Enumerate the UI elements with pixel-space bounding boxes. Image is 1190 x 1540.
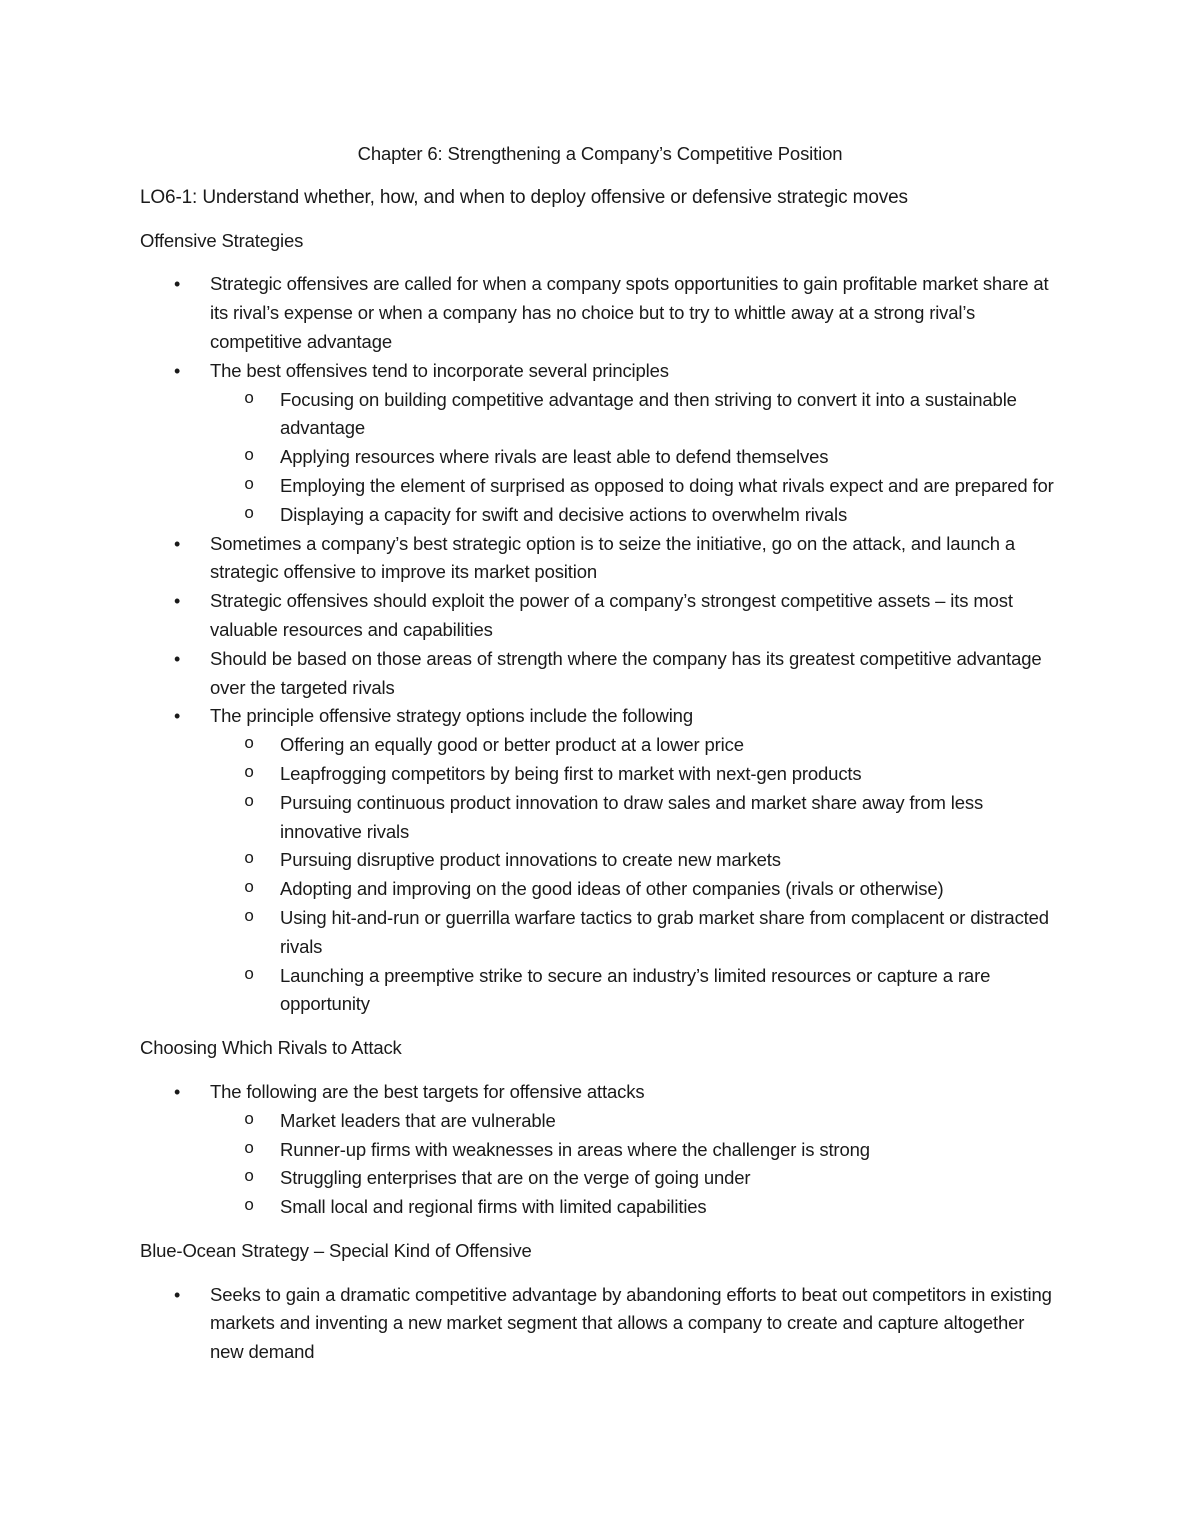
hollow-bullet-icon: o [244, 850, 255, 870]
hollow-bullet-icon: o [244, 1139, 255, 1159]
sub-bullet-item [210, 472, 1060, 501]
bullet-text: The following are the best targets for offensive attacks [210, 1080, 645, 1102]
bullet-text: Strategic offensives are called for when a company spots opportunities to gain profitable market share at its rival’s expense or when a company has no choice but to try to whittle away at a strong rival’s competitive advantage [210, 273, 1049, 352]
bullet-icon: • [174, 1081, 181, 1102]
document-page [140, 140, 1060, 1382]
hollow-bullet-icon: o [244, 389, 255, 409]
bullet-text: Seeks to gain a dramatic competitive advantage by abandoning efforts to beat out competitors in existing markets and inventing a new market segment that allows a company to create and capture altogether new demand [210, 1283, 1052, 1363]
sub-bullet-text: Leapfrogging competitors by being first to market with next-gen products [280, 762, 862, 784]
bullet-item [140, 1281, 1060, 1367]
document-title: Chapter 6: Strengthening a Company’s Competitive Position [357, 143, 843, 164]
bullet-icon: • [174, 648, 181, 669]
bullet-item [140, 1078, 1060, 1222]
hollow-bullet-icon: o [244, 1197, 255, 1217]
hollow-bullet-icon: o [244, 447, 255, 467]
sub-bullet-item [210, 731, 1060, 760]
sub-bullet-item [210, 1164, 1060, 1193]
bullet-text: The best offensives tend to incorporate several principles [210, 359, 669, 381]
sub-bullet-item [210, 760, 1060, 789]
hollow-bullet-icon: o [244, 763, 255, 783]
bullet-item [140, 530, 1060, 588]
sub-bullet-item [210, 1107, 1060, 1136]
sub-bullet-item [210, 1136, 1060, 1165]
section-heading: Choosing Which Rivals to Attack [140, 1037, 402, 1059]
sub-bullet-text: Launching a preemptive strike to secure an industry’s limited resources or capture a rare opportunity [280, 964, 991, 1015]
sub-bullet-item [210, 386, 1060, 444]
sub-bullet-item [210, 443, 1060, 472]
bullet-list [140, 1281, 1060, 1367]
sub-bullet-item [210, 846, 1060, 875]
bullet-list [140, 1078, 1060, 1222]
sub-bullet-item [210, 1193, 1060, 1222]
bullet-icon: • [174, 533, 181, 554]
hollow-bullet-icon: o [244, 907, 255, 927]
bullet-item [140, 645, 1060, 703]
sub-bullet-text: Market leaders that are vulnerable [280, 1109, 556, 1131]
hollow-bullet-icon: o [244, 1168, 255, 1188]
sub-bullet-item [210, 875, 1060, 904]
learning-objective: LO6-1: Understand whether, how, and when to deploy offensive or defensive strategic moves [140, 186, 908, 208]
sub-bullet-item [210, 789, 1060, 847]
section-heading: Blue-Ocean Strategy – Special Kind of Offensive [140, 1239, 532, 1261]
sub-bullet-text: Small local and regional firms with limited capabilities [280, 1196, 707, 1218]
hollow-bullet-icon: o [244, 475, 255, 495]
bullet-list [140, 270, 1060, 1019]
sub-bullet-list [210, 731, 1060, 1019]
sub-bullet-item [210, 962, 1060, 1020]
bullet-icon: • [174, 1284, 181, 1305]
document-sections [140, 227, 1060, 1367]
section-heading: Offensive Strategies [140, 229, 304, 251]
sub-bullet-text: Adopting and improving on the good ideas of other companies (rivals or otherwise) [280, 878, 944, 900]
sub-bullet-text: Runner-up firms with weaknesses in areas where the challenger is strong [280, 1138, 870, 1160]
bullet-icon: • [174, 706, 181, 727]
sub-bullet-text: Using hit-and-run or guerrilla warfare tactics to grab market share from complacent or distracted rivals [280, 906, 1049, 957]
hollow-bullet-icon: o [244, 1110, 255, 1130]
sub-bullet-item [210, 501, 1060, 530]
sub-bullet-text: Pursuing disruptive product innovations to create new markets [280, 849, 781, 871]
bullet-item [140, 270, 1060, 356]
bullet-item [140, 587, 1060, 645]
bullet-icon: • [174, 360, 181, 381]
sub-bullet-text: Employing the element of surprised as opposed to doing what rivals expect and are prepared for [280, 474, 1054, 496]
hollow-bullet-icon: o [244, 504, 255, 524]
sub-bullet-text: Struggling enterprises that are on the verge of going under [280, 1167, 751, 1189]
bullet-text: Sometimes a company’s best strategic option is to seize the initiative, go on the attack, and launch a strategic offensive to improve its market position [210, 532, 1015, 583]
sub-bullet-text: Focusing on building competitive advantage and then striving to convert it into a sustainable advantage [280, 388, 1017, 439]
sub-bullet-text: Applying resources where rivals are least able to defend themselves [280, 446, 829, 468]
hollow-bullet-icon: o [244, 792, 255, 812]
sub-bullet-list [210, 386, 1060, 530]
bullet-item [140, 357, 1060, 530]
sub-bullet-list [210, 1107, 1060, 1222]
bullet-text: The principle offensive strategy options include the following [210, 705, 693, 727]
hollow-bullet-icon: o [244, 735, 255, 755]
bullet-icon: • [174, 591, 181, 612]
sub-bullet-text: Pursuing continuous product innovation to draw sales and market share away from less innovative rivals [280, 791, 984, 842]
bullet-item [140, 702, 1060, 1019]
hollow-bullet-icon: o [244, 965, 255, 985]
sub-bullet-text: Displaying a capacity for swift and decisive actions to overwhelm rivals [280, 503, 848, 525]
sub-bullet-item [210, 904, 1060, 962]
bullet-text: Strategic offensives should exploit the power of a company’s strongest competitive assets – its most valuable resources and capabilities [210, 590, 1013, 640]
sub-bullet-text: Offering an equally good or better product at a lower price [280, 734, 744, 756]
bullet-icon: • [174, 274, 181, 295]
bullet-text: Should be based on those areas of strength where the company has its greatest competitive advantage over the targeted rivals [210, 647, 1042, 698]
hollow-bullet-icon: o [244, 879, 255, 899]
